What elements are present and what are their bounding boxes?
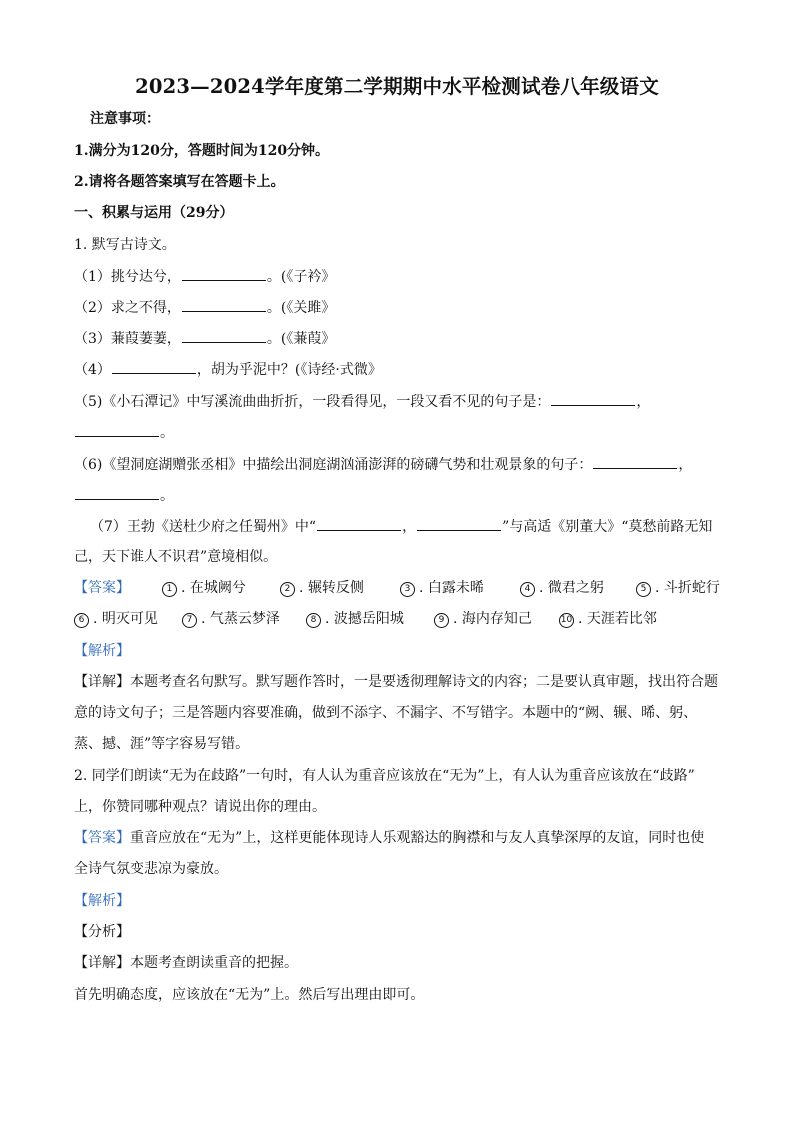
analysis-subheading: 【分析】: [74, 924, 130, 940]
answer-item: [400, 579, 484, 597]
answer-item: [74, 610, 158, 628]
question-2-line-1: 2. 同学们朗读“无为在歧路”一句时，有人认为重音应该放在“无为”上，有人认为重音应该放在“歧路”: [74, 768, 695, 784]
detail-1-line-3: 蒸、撼、涯”等字容易写错。: [74, 736, 250, 752]
answer-blank: [593, 455, 677, 469]
note-item-2: 2.请将各题答案填写在答题卡上。: [74, 174, 285, 190]
analysis-tag-2: 【解析】: [74, 893, 130, 909]
answer-text: . 在城阙兮: [181, 580, 246, 596]
notes-heading: 注意事项：: [90, 111, 160, 127]
part-punct: ，: [636, 394, 651, 410]
answer-text: . 波撼岳阳城: [325, 611, 404, 627]
answer-blank: [182, 329, 266, 343]
question-1-part-7: [90, 517, 750, 536]
answer-item: [306, 610, 404, 628]
answer-text: . 海内存知己: [453, 611, 532, 627]
answer-text: . 天涯若比邻: [578, 611, 657, 627]
number-badge: 9: [434, 613, 449, 628]
answer-item: [636, 579, 720, 597]
part-text: （5)《小石潭记》中写溪流曲曲折折，一段看得见，一段又看不见的句子是：: [74, 394, 551, 410]
answer-text: . 微君之躬: [539, 580, 604, 596]
part-text: （1）挑兮达兮，: [74, 269, 181, 285]
question-1-part-1: [74, 267, 734, 286]
part-punct: 。: [160, 425, 174, 441]
question-1-part-3: [74, 329, 734, 348]
answer-item: [520, 579, 604, 597]
question-1-part-5-cont: [74, 423, 734, 442]
part-text: （4）: [74, 362, 111, 378]
part-text: ”与高适《别董大》“莫愁前路无知: [502, 519, 713, 535]
question-1-part-6-cont: [74, 486, 734, 505]
answer-item: [182, 610, 280, 628]
part-source: 。(《子衿》: [266, 269, 336, 285]
number-badge: 8: [306, 613, 321, 628]
question-1-part-6: [74, 455, 734, 474]
answer-2-line-1: [74, 829, 734, 847]
number-badge: 4: [520, 582, 535, 597]
number-badge: 10: [559, 613, 574, 628]
part-punct: 。: [160, 488, 174, 504]
detail-1-line-2: 意的诗文句子；三是答题内容要准确，做到不添字、不漏字、不写错字。本题中的“阙、辗、晞、躬、: [74, 705, 698, 721]
answer-item: [280, 579, 364, 597]
answer-item: [434, 610, 532, 628]
answer-tag: 【答案】: [74, 580, 130, 596]
answer-blank: [417, 517, 501, 531]
question-1-part-7-cont: 己，天下谁人不识君”意境相似。: [74, 549, 278, 565]
question-1-part-4: [74, 360, 734, 379]
part-text: （7）王勃《送杜少府之任蜀州》中“: [90, 519, 317, 535]
answer-blank: [112, 360, 196, 374]
part-punct: ，: [402, 519, 417, 535]
number-badge: 6: [74, 613, 89, 628]
detail-2-line-2: 首先明确态度，应该放在“无为”上。然后写出理由即可。: [74, 987, 425, 1003]
part-text: （2）求之不得，: [74, 300, 181, 316]
part-text: （6)《望洞庭湖赠张丞相》中描绘出洞庭湖汹涌澎湃的磅礴气势和壮观景象的句子：: [74, 457, 593, 473]
part-source: ，胡为乎泥中？(《诗经·式微》: [196, 362, 382, 378]
answer-item: [559, 610, 657, 628]
answer-blank: [75, 486, 159, 500]
detail-1-line-1: 【详解】本题考查名句默写。默写题作答时，一是要透彻理解诗文的内容；二是要认真审题，找出符合题: [74, 674, 718, 690]
answer-text: . 辗转反侧: [299, 580, 364, 596]
number-badge: 3: [400, 582, 415, 597]
answer-blank: [182, 267, 266, 281]
note-item-1: 1.满分为120分，答题时间为120分钟。: [74, 143, 330, 159]
section-heading: 一、积累与运用（29分）: [74, 205, 234, 221]
number-badge: 1: [162, 582, 177, 597]
answer-text: 重音应放在“无为”上，这样更能体现诗人乐观豁达的胸襟和与友人真挚深厚的友谊，同时也使: [130, 830, 705, 846]
answer-text: . 气蒸云梦泽: [201, 611, 280, 627]
question-1-part-5: [74, 392, 734, 411]
page-title: 2023—2024学年度第二学期期中水平检测试卷八年级语文: [135, 75, 659, 98]
answer-text: . 斗折蛇行: [655, 580, 720, 596]
answer-blank: [317, 517, 401, 531]
answer-blank: [551, 392, 635, 406]
answer-2-line-2: 全诗气氛变悲凉为豪放。: [74, 861, 228, 877]
answer-blank: [75, 423, 159, 437]
answer-tag: 【答案】: [74, 830, 130, 846]
number-badge: 7: [182, 613, 197, 628]
part-text: （3）蒹葭萋萋，: [74, 331, 181, 347]
question-1-part-2: [74, 298, 734, 317]
part-punct: ，: [678, 457, 693, 473]
number-badge: 5: [636, 582, 651, 597]
question-2-line-2: 上，你赞同哪种观点？请说出你的理由。: [74, 799, 326, 815]
detail-2-line-1: 【详解】本题考查朗读重音的把握。: [74, 955, 298, 971]
part-source: 。(《蒹葭》: [266, 331, 336, 347]
question-1-stem: 1. 默写古诗文。: [74, 237, 176, 253]
part-source: 。(《关雎》: [266, 300, 336, 316]
answer-text: . 明灭可见: [93, 611, 158, 627]
analysis-tag-1: 【解析】: [74, 643, 130, 659]
number-badge: 2: [280, 582, 295, 597]
answer-text: . 白露未晞: [419, 580, 484, 596]
answer-item: [162, 579, 246, 597]
answer-blank: [182, 298, 266, 312]
